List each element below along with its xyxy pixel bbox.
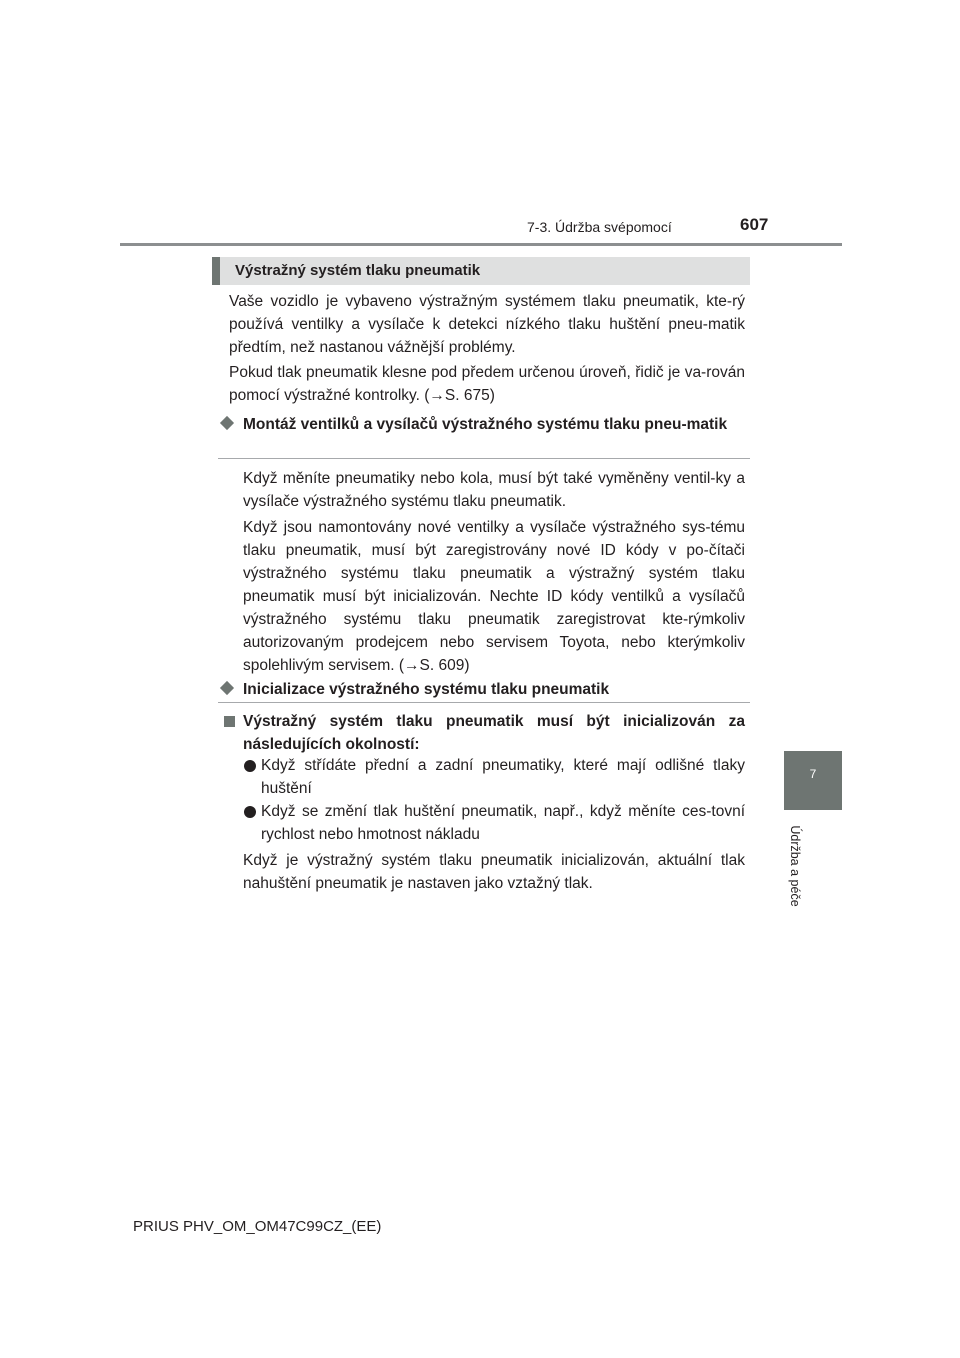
section-title-bar	[212, 257, 750, 285]
square-bullet-icon	[224, 716, 235, 727]
intro-paragraph-2: Pokud tlak pneumatik klesne pod předem určenou úroveň, řidič je va-rován pomocí výstražné kontrolky. (→S. 675)	[229, 364, 745, 404]
subsection-divider	[218, 458, 750, 459]
header-section-title: 7-3. Údržba svépomocí	[527, 219, 672, 235]
subsection-divider	[218, 702, 750, 703]
chapter-tab	[784, 751, 842, 810]
diamond-bullet-icon	[220, 681, 234, 695]
condition-item-1: Když střídáte přední a zadní pneumatiky, které mají odlišné tlaky huštění	[261, 757, 745, 797]
initialization-closing-paragraph: Když je výstražný systém tlaku pneumatik inicializován, aktuální tlak nahuštění pneumatik je nastaven jako vztažný tlak.	[243, 852, 745, 892]
section-title: Výstražný systém tlaku pneumatik	[235, 262, 481, 279]
subsection-heading-initialization: Inicializace výstražného systému tlaku pneumatik	[243, 681, 610, 698]
diamond-bullet-icon	[220, 416, 234, 430]
circle-bullet-icon	[244, 806, 256, 818]
initialization-conditions-heading: Výstražný systém tlaku pneumatik musí být inicializován za následujících okolností:	[243, 713, 745, 753]
footer-document-id: PRIUS PHV_OM_OM47C99CZ_(EE)	[133, 1218, 382, 1235]
circle-bullet-icon	[244, 760, 256, 772]
header-divider	[120, 243, 842, 246]
subsection-heading-installation: Montáž ventilků a vysílačů výstražného systému tlaku pneu-matik	[243, 416, 728, 433]
intro-paragraph-1: Vaše vozidlo je vybaveno výstražným systémem tlaku pneumatik, kte-rý používá ventilky a vysílače k detekci nízkého tlaku huštění pneu-matik předtím, než nastanou vážnější problémy.	[229, 293, 745, 356]
installation-paragraph-2: Když jsou namontovány nové ventilky a vysílače výstražného sys-tému tlaku pneumatik, musí být zaregistrovány nové ID kódy v po-čítači výstražného systému tlaku pneumatik a výstražný systém tlaku pneumatik musí být inicializován. Nechte ID kódy ventilků a vysílačů výstražného systému tlaku pneumatik zaregistrovat kte-rýmkoliv autorizovaným prodejcem nebo servisem Toyota, nebo kterýmkoliv spolehlivým servisem. (→S. 609)	[243, 519, 745, 674]
chapter-label: Údržba a péče	[788, 825, 802, 907]
condition-item-2: Když se změní tlak huštění pneumatik, např., když měníte ces-tovní rychlost nebo hmotnost nákladu	[261, 803, 745, 843]
installation-paragraph-1: Když měníte pneumatiky nebo kola, musí být také vyměněny ventil-ky a vysílače výstražného systému tlaku pneumatik.	[243, 470, 745, 510]
chapter-label-container	[784, 818, 806, 914]
page-number: 607	[740, 215, 769, 234]
chapter-number: 7	[809, 767, 817, 781]
